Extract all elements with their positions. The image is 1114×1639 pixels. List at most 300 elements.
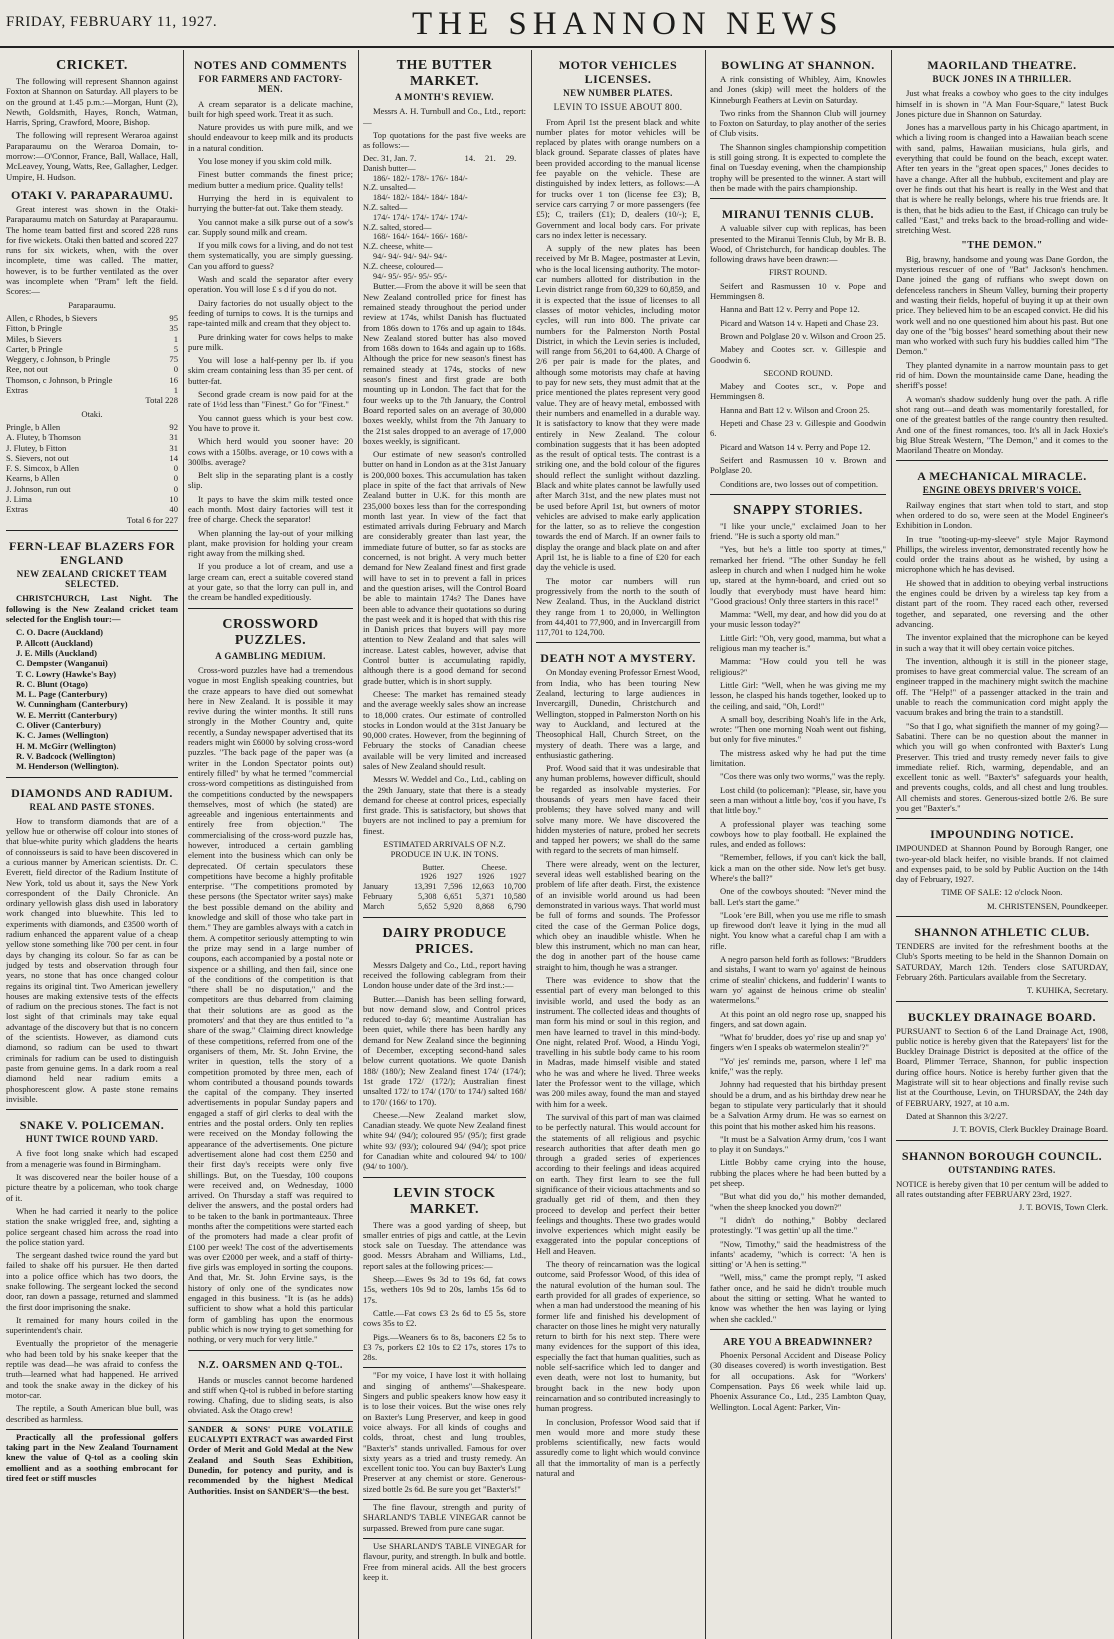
table-year-header: 1926 [477, 872, 495, 882]
article-paragraph: Two rinks from the Shannon Club will journey to Foxton on Saturday, to play another of the series of Club visits. [710, 107, 886, 139]
player-name: H. M. McGirr (Wellington) [16, 740, 116, 751]
table-cell: February [363, 892, 393, 902]
notice-text: NOTICE is hereby given that 10 per centum will be added to all rates outstanding after FEBRUARY 23rd, 1927. [896, 1178, 1108, 1200]
article-paragraph: You lose money if you skim cold milk. [198, 156, 332, 167]
draw-entry: Mabey and Cootes scr. v. Gillespie and Goodwin 6. [710, 344, 886, 365]
notice-headline: SHANNON ATHLETIC CLUB. [914, 925, 1090, 940]
article-paragraph: There was a good yarding of sheep, but smaller entries of pigs and cattle, at the Levin stock sale on Tuesday. The attendance was good. Messrs Abraham and Williams, Ltd., report sales at the following prices:— [363, 1219, 526, 1271]
draw-entry: Picard and Watson 14 v. Perry and Pope 12. [720, 441, 871, 452]
article-paragraph: In conclusion, Professor Wood said that if men would more and more study these problems scientifically, new facts would assuredly come to light which would convince all that the immortality of man is a perfectly natural and [536, 1416, 700, 1478]
article-paragraph: "Yo' jes' reminds me, parson, where I lef' ma knife," was the reply. [710, 1055, 886, 1077]
article-paragraph: Little Girl: "Well, when he was giving me my lesson, he clasped his hands together, looked up to the ceiling, and said, "Oh, Lord!" [710, 679, 886, 711]
article-paragraph: Great interest was shown in the Otaki-Paraparaumu match on Saturday at Paraparaumu. The home team batted first and scored 228 runs for five wickets. Otaki then batted and scored 227 runs for six wickets, when, with the over incomplete, time was called. The matter, however, is to be further ventilated as the over was incomplete when "Pram" left the field. Scores:— [6, 203, 178, 297]
snappy-article [710, 521, 886, 1324]
batsman-name: Pringle, b Allen [6, 421, 61, 432]
score-row [6, 313, 178, 323]
table-group-header: Butter. [422, 862, 445, 872]
column-rule [358, 50, 359, 1639]
article-paragraph: A five foot long snake which had escaped from a menagerie was found in Birmingham. [6, 1148, 178, 1169]
player-name: C. O. Dacre (Auckland) [16, 627, 103, 638]
article-paragraph: Messrs A. H. Turnbull and Co., Ltd., report:— [363, 106, 526, 127]
score-row [6, 473, 178, 483]
article-headline: "THE DEMON." [961, 240, 1043, 252]
article-paragraph: Which herd would you sooner have: 20 cows with a 150lbs. average, or 10 cows with a 300lbs. average? [188, 436, 353, 467]
notes-list [188, 99, 353, 603]
table-row [363, 892, 526, 902]
notice-signature: J. T. BOVIS, Clerk Buckley Drainage Board. [952, 1124, 1108, 1135]
notice-text: Dated at Shannon this 3/2/27. [906, 1110, 1008, 1121]
quotation-line: N.Z. cheese, coloured— [363, 261, 443, 271]
quotation-line: N.Z. salted— [363, 202, 408, 212]
article-headline: DIAMONDS AND RADIUM. [11, 785, 173, 800]
article-subheadline: LEVIN TO ISSUE ABOUT 800. [553, 102, 683, 113]
table-cell: March [363, 901, 385, 911]
article-paragraph: The following will represent Shannon against Foxton at Shannon on Saturday. All players to be on the ground at 1.45 p.m.:—Morgan, Hunt (2), Newth, Goldsmith, Hayes, Ronch, Watman, Harris, Spring, Crawford, Moore, Bishop. [6, 76, 178, 128]
quotation-line: N.Z. salted, stored— [363, 222, 432, 232]
article-headline: A MECHANICAL MIRACLE. [917, 469, 1087, 484]
scorecard-otaki [6, 422, 178, 515]
article-paragraph: A rink consisting of Whibley, Aim, Knowles and Jones (skip) will meet the holders of the Kinneburgh Feathers at Levin on Saturday. [710, 74, 886, 105]
player-name: T. C. Lowry (Hawke's Bay) [16, 668, 117, 679]
table-title: ESTIMATED ARRIVALS OF N.Z. PRODUCE IN U.K. IN TONS. [383, 839, 506, 860]
quotation-list [363, 164, 526, 282]
article-paragraph: Eventually the proprietor of the menagerie who had been told by his snake keeper that the reptile was dead—he was afraid to confess the truth—learned what had happened. He arrived and took the snake away in the dickey of his motor-car. [6, 1338, 178, 1400]
table-year-header [363, 872, 405, 882]
quotation-line: 168/- 164/- 164/- 166/- 168/- [373, 232, 468, 242]
article-paragraph: Mamma: "Well, my dear, and how did you do at your music lesson today?" [710, 609, 886, 630]
table-group-header: Cheese. [481, 862, 508, 872]
runs-scored: 35 [169, 323, 178, 334]
runs-scored: 1 [173, 385, 178, 396]
article-paragraph: Little Bobby came crying into the house, rubbing the places where he had been butted by a pet sheep. [710, 1157, 886, 1189]
article-paragraph: "Cos there was only two worms," was the reply. [720, 771, 885, 782]
article-paragraph: When he had carried it nearly to the police station the snake wriggled free, and, sighting a police sergeant chased him across the road into the police station yard. [6, 1205, 178, 1247]
table-year-header: 1926 [420, 872, 437, 882]
runs-scored: 31 [169, 442, 178, 453]
scorecard-total: Total 228 [145, 395, 178, 406]
article-paragraph: Finest butter commands the finest price; medium butter a medium price. Quality tells! [188, 169, 353, 190]
article-paragraph: Hurrying the herd in is equivalent to hurrying the butter-fat out. Take them steady. [188, 192, 353, 214]
column-1 [6, 52, 178, 1639]
article-subheadline: HUNT TWICE ROUND YARD. [25, 1134, 159, 1145]
batsman-name: Fitton, b Pringle [6, 323, 63, 334]
article-headline: THE BUTTER MARKET. [396, 58, 493, 89]
score-row [6, 504, 178, 514]
article-paragraph: A negro parson held forth as follows: "Brudders and sistahs, I want to warn yo' against de heinous crime of stealin' chickens, and fudderin' I wants to warn yo' against de heinous crime ob stealin' watermelons." [710, 954, 886, 1006]
advertisement: Use SHARLAND'S TABLE VINEGAR for flavour, purity, and strength. In bulk and bottle. Free from mineral acids. All the best grocers keep it. [363, 1540, 526, 1582]
article-paragraph: "Now, Timothy," said the headmistress of the infants' academy, "which is correct: 'A hen is sitting' or 'A hen is setting.'" [710, 1238, 886, 1270]
article-headline: CRICKET. [56, 58, 128, 73]
article-paragraph: It pays to have the skim milk tested once each month. Most dairy factories will test it free of charge. Check the separator! [188, 493, 353, 525]
article-paragraph: Cheese.—New Zealand market slow, Canadian steady. We quote New Zealand finest white 94/ (94/); coloured 95/ (95/); first grade white 93/ (93/); coloured 94/ (94/); spot price for Canadian white and coloured 94/ to 100/ (94/ to 100/). [363, 1109, 526, 1172]
motor-article [536, 117, 700, 638]
article-paragraph: The following will represent Weraroa against Paraparaumu on the Weraroa Domain, to-morrow:—O'Connor, France, Ball, Wallace, Hall, McLeavey, Young, Watts, Ree, Gallagher, Ledger. Umpire, H. Hudson. [6, 130, 178, 182]
column-5 [710, 52, 886, 1639]
article-paragraph: They planted dynamite in a narrow mountain pass to get rid of him. Down the mountainside came Dane, heading the sheriff's posse! [896, 359, 1108, 391]
player-name: C. Oliver (Canterbury) [16, 720, 102, 731]
article-paragraph: One of the cowboys shouted: "Never mind the ball. Let's start the game." [710, 886, 886, 907]
article-paragraph: Cattle.—Fat cows £3 2s 6d to £5 5s, store cows 35s to £2. [363, 1307, 526, 1329]
score-row [6, 323, 178, 333]
player-name: C. Dempster (Wanganui) [16, 658, 108, 669]
draw-entry: Seifert and Rasmussen 10 v. Brown and Polglase 20. [710, 454, 886, 476]
score-row [6, 354, 178, 364]
batsman-name: A. Flutey, b Thomson [6, 432, 81, 443]
quotation-date: Dec. 31, Jan. 7. [363, 153, 417, 164]
draw-entry: Mabey and Cootes scr., v. Pope and Hemmingsen 8. [710, 381, 886, 402]
article-paragraph: "Well, miss," came the prompt reply, "I asked father once, and he said he didn't trouble much about the sitting or setting. What he wanted to know was whether the hen was laying or lying when she cackled." [710, 1272, 886, 1324]
article-paragraph: It was discovered near the boiler house of a picture theatre by a policeman, who took charge of it. [6, 1172, 178, 1203]
table-cell: 12,663 [471, 882, 495, 892]
article-paragraph: Prof. Wood said that it was undesirable that any human problems, however difficult, should be regarded as insolvable mysteries. For thousands of years men have faced their problems; they have solved many and will solve many more. We have discovered the hidden mysteries of nature, probed her secrets and tapped her powers; we shall do the same with regard to the secrets of man himself. [536, 763, 700, 856]
article-paragraph: There were already, went on the lecturer, several ideas well established bearing on the problem of life after death. First, the existence of an invisible world around us had been demonstrated in various ways. That world must be full of forms and sounds. The Professor cited the case of the German Police dogs, which obey an inaudible whistle. When he blew this instrument, which no man can hear, the dog in another part of the house came straight to him, though he was a stranger. [536, 858, 700, 972]
advertisement: Practically all the professional golfers taking part in the New Zealand Tournament knew the value of Q-tol as a cooling skin emollient and as a soothing embrocant for tired feet or stiff muscles [6, 1431, 178, 1484]
article-paragraph: Cheese: The market has remained steady and the average weekly sales show an increase to 18,000 crates. Our estimate of controlled stocks in London would at the 31st January be 90,000 crates. However, from the beginning of February the stocks of Canadian cheese available will be very limited and increased sales of New Zealand should result. [363, 688, 526, 771]
article-paragraph: A cream separator is a delicate machine, built for high speed work. Treat it as such. [188, 98, 353, 119]
article-paragraph: "What fo' brudder, does yo' rise up and snap yo' fingers w'en I speaks ob watermelon stealin'?" [710, 1032, 886, 1053]
article-headline: CROSSWORD PUZZLES. [222, 616, 319, 648]
article-headline: DAIRY PRODUCE PRICES. [382, 925, 507, 957]
column-4 [536, 52, 700, 1639]
article-paragraph: Big, brawny, handsome and young was Dane Gordon, the mysterious rescuer of one of "Bat" Jackson's henchmen. Dane joined the gang of ruffians who swept down on defenceless ranchers in Sheum Valley, burning their property and wasting their fields, hopeful of buying it up at their own price. They believed him to be an escaped convict. He did his work well and no one questioned him about his past. But one day one of the "big bosses" heard something about their new man who worked with such fury his buddies called him "The Demon." [896, 253, 1108, 357]
notice-subheadline: OUTSTANDING RATES. [948, 1164, 1056, 1175]
advertisement: SANDER & SONS' PURE VOLATILE EUCALYPTI EXTRACT was awarded First Order of Merit and Gold Medal at the New Zealand and South Seas Exhibition, Dunedin, for potency and purity, and is recommended by the highest Medical Authorities. Insist on SANDER'S—the best. [188, 1423, 353, 1496]
notice-headline: IMPOUNDING NOTICE. [930, 827, 1074, 842]
table-cell: 10,580 [503, 892, 526, 902]
article-paragraph: Mamma: "How could you tell he was religious?" [710, 656, 886, 677]
article-headline: SNAKE V. POLICEMAN. [19, 1118, 165, 1133]
draw-entry: Seifert and Rasmussen 10 v. Pope and Hemmingsen 8. [710, 280, 886, 302]
article-paragraph: You cannot guess which is your best cow. You have to prove it. [188, 412, 353, 433]
batsman-name: Weggery, c Johnson, b Pringle [6, 354, 111, 365]
article-paragraph: Belt slip in the separating plant is a costly slip. [188, 470, 353, 491]
article-paragraph: "So that I go, what signifieth the manner of my going?—Sabatini. There can be no question about the manner in which you will go when confronted with Baxter's Lung Preserver. This tried and trusty remedy never fails to give immediate relief. Rich, warming, dependable, and an excellent tonic as well. "Baxter's" safeguards your health, and prevents coughs, colds, and all chest and lung troubles. All chemists and stores. Generous-sized bottle 2/6. Be sure you get "Baxter's." [896, 720, 1108, 813]
column-2 [188, 52, 353, 1639]
notice-headline: BUCKLEY DRAINAGE BOARD. [907, 1009, 1097, 1024]
article-paragraph: The motor car numbers will run progressively from the north to the south of New Zealand. Thus, in the Auckland district they range from 1 to 20,000, in Wellington from 44,401 to 77,900, and in Invercargill from 117,701 to 124,700. [536, 575, 700, 638]
notice-headline: SHANNON BOROUGH COUNCIL. [901, 1148, 1103, 1163]
article-paragraph: "Look 'ere Bill, when you use me rifle to smash up firewood don't leave it lying in the mud all night. You know what a careful chap I am with a rifle. [710, 909, 886, 951]
player-name: R. V. Badcock (Wellington) [16, 750, 116, 761]
levin-article [363, 1220, 526, 1363]
article-paragraph: He showed that in addition to obeying verbal instructions the engines could be driven by a wireless tap key from a distant part of the room. They raced each other, reversed together, and separated, one reversing and the other advancing. [896, 577, 1108, 629]
article-paragraph: When planning the lay-out of your milking plant, make provision for holding your cream right away from the milking shed. [188, 527, 353, 559]
score-row [6, 443, 178, 453]
quotation-line: N.Z. cheese, white— [363, 242, 433, 252]
article-headline: OTAKI V. PARAPARAUMU. [10, 187, 174, 202]
article-paragraph: The reptile, a South American blue bull, was described as harmless. [6, 1403, 178, 1424]
quotation-date: 14. [464, 153, 476, 164]
batsman-name: Extras [6, 504, 28, 515]
notice-text: IMPOUNDED at Shannon Pound by Borough Ranger, one two-year-old black heifer, no visible brands. If not claimed and expenses paid, to be sold by Public Auction on the 14th day of February, 1927. [896, 843, 1108, 885]
runs-scored: 31 [169, 432, 178, 443]
article-paragraph: Lost child (to policeman): "Please, sir, have you seen a man without a little boy, 'cos if you have, I's that little boy." [710, 784, 886, 816]
notice-signature: T. KUHIKA, Secretary. [1026, 985, 1108, 996]
article-paragraph: A small boy, describing Noah's life in the Ark, wrote: "Then one morning Noah went out fishing, but only for five minutes." [710, 713, 886, 745]
draw-entry: Picard and Watson 14 v. Hapeti and Chase 23. [720, 317, 879, 328]
quotation-date: 29. [505, 153, 517, 164]
article-paragraph: The inventor explained that the microphone can be keyed in such a way that it will obey certain voice pitches. [896, 632, 1108, 653]
runs-scored: 0 [173, 364, 178, 375]
batsman-name: J. Johnson, run out [6, 483, 71, 494]
runs-scored: 75 [169, 354, 178, 365]
column-6 [896, 52, 1108, 1639]
article-headline: BOWLING AT SHANNON. [721, 58, 875, 72]
article-paragraph: At this point an old negro rose up, snapped his fingers, and sat down again. [710, 1008, 886, 1029]
article-paragraph: "Yes, but he's a little too sporty at times," remarked her friend. "The other Sunday he fell asleep in church and when I nudged him he woke up, stared at the hymn-board, and cried out so loudly that everybody must have heard him: "Good gracious! Only three starters in this race!" [710, 544, 886, 606]
quotation-header [363, 153, 526, 163]
article-paragraph: If you produce a lot of cream, and use a large cream can, erect a suitable covered stand at your gate, so that the lorry can pull in, and the cream be handled expeditiously. [188, 561, 353, 603]
team-name: Paraparaumu. [68, 299, 116, 310]
scorecard-total: Total 6 for 227 [126, 514, 178, 525]
column-rule [705, 50, 706, 1639]
death-article [536, 667, 700, 1478]
round-draw [710, 381, 886, 489]
draw-entry: Hanna and Batt 12 v. Wilson and Croon 25. [720, 404, 870, 415]
article-subheadline: NEW ZEALAND CRICKET TEAM SELECTED. [16, 568, 168, 590]
article-paragraph: CHRISTCHURCH, Last Night. The following is the New Zealand cricket team selected for the English tour:— [6, 593, 178, 625]
team-name: Otaki. [81, 408, 103, 419]
quotation-line: 186/- 182/- 178/- 176/- 184/- [373, 173, 468, 183]
crossword-article [188, 665, 353, 1345]
article-subheadline: ENGINE OBEYS DRIVER'S VOICE. [922, 485, 1082, 496]
article-headline: MIRANUI TENNIS CLUB. [721, 207, 875, 222]
table-cell: January [363, 882, 389, 892]
score-row [6, 344, 178, 354]
draw-entry: Conditions are, two losses out of competition. [720, 478, 879, 489]
article-headline: SNAPPY STORIES. [733, 502, 863, 518]
article-paragraph: A professional player was teaching some cowboys how to play football. He explained the rules, and ended as follows: [710, 818, 886, 850]
article-paragraph: "But what did you do," his mother demanded, "when the sheep knocked you down?" [710, 1191, 886, 1212]
article-paragraph: Dairy factories do not usually object to the feeding of turnips to cows. It is the turnips and rape-tainted milk and cream that they object to. [188, 297, 353, 329]
player-list [6, 627, 178, 771]
article-paragraph: The Shannon singles championship competition is still going strong. It is expected to complete the final on Tuesday evening, when the championship trophy will be presented to the winner. A start will then be made with the pairs championship. [710, 141, 886, 193]
column-rule [891, 50, 892, 1639]
table-cell: 8,868 [475, 901, 495, 911]
draw-entry: Hanna and Batt 12 v. Perry and Pope 12. [720, 304, 860, 315]
table-cell: 7,596 [444, 882, 463, 892]
table-year-header: 1927 [446, 872, 463, 882]
table-year-header: 1927 [509, 872, 526, 882]
article-subheadline: FOR FARMERS AND FACTORY-MEN. [198, 74, 343, 95]
notice-text: PURSUANT to Section 6 of the Land Drainage Act, 1908, public notice is hereby given that the Ratepayers' list for the Buckley Drainage District is deposited at the office of the Board, Plimmer Terrace, Shannon, for public inspection during office hours. Notice is hereby further given that the Magistrate will sit to hear objections and finally revise such list at the Courthouse, Levin, on THURSDAY, the 24th day of FEBRUARY, 1927, at 10 a.m. [896, 1025, 1108, 1108]
article-subheadline: BUCK JONES IN A THRILLER. [932, 74, 1072, 84]
article-paragraph: Butter.—From the above it will be seen that New Zealand controlled price for finest has remained steady throughout the period under review at 174s, whilst Danish has fluctuated from 186s down to 176s and up again to 184s. New Zealand stored butter has also moved from 168s down to 164s and again up to 168s. Although the price for new season's finest has remained steady at 174s, stocks of new season's finest and first grade are both mounting up in London. The fact that for the four weeks up to the 7th January, the Control Board reported sales on an average of 30,000 boxes weekly, whilst from the 7th January to the 21st sales dropped to an average of 17,000 boxes weekly, is significant. [363, 281, 526, 446]
runs-scored: 14 [169, 452, 178, 463]
score-row [6, 432, 178, 442]
article-paragraph: In true "tooting-up-my-sleeve" style Major Raymond Phillips, the wireless inventor, demonstrated recently how he could order the trains about as he wished, by using a microphone which he has devised. [896, 533, 1108, 575]
article-paragraph: If you milk cows for a living, and do not test them systematically, you are simply guessing. Can you afford to guess? [188, 240, 353, 271]
player-name: J. E. Mills (Auckland) [16, 647, 97, 658]
article-paragraph: Wash and scald the separator after every operation. You will lose £ s d if you do not. [188, 274, 353, 295]
table-cell: 13,391 [413, 882, 437, 892]
score-row [6, 364, 178, 374]
article-paragraph: Sheep.—Ewes 9s 3d to 19s 6d, fat cows 15s, wethers 10s 9d to 20s, lambs 15s 6d to 17s. [363, 1274, 526, 1305]
article-paragraph: Railway engines that start when told to start, and stop when ordered to do so, were seen at the Model Engineer's Exhibition in London. [896, 499, 1108, 531]
player-name: W. Cunningham (Canterbury) [16, 699, 128, 710]
article-subheadline: A MONTH'S REVIEW. [395, 92, 494, 102]
article-paragraph: "It must be a Salvation Army drum, 'cos I want to play it on Sundays." [710, 1133, 886, 1155]
article-paragraph: From April 1st the present black and white number plates for motor vehicles will be replaced by plates with orange numbers on a black ground. Separate classes of plates have been provided according to the manual license fee payable on the vehicle. These are distinguished by index letters, as follows:—A for trucks over 1 ton (license fee £3); B, service cars carrying 7 or more passengers (fee £5); C, trailers (£1); D, dealers (10/-); E, Government and local body cars. For private cars no index letter is necessary. [536, 116, 700, 240]
player-name: K. C. James (Wellington) [16, 730, 109, 741]
article-paragraph: You cannot make a silk purse out of a sow's car. Supply sound milk and cream. [188, 216, 353, 237]
article-paragraph: Top quotations for the past five weeks are as follows:— [363, 129, 526, 151]
table-cell: 6,651 [444, 892, 463, 902]
runs-scored: 5 [173, 343, 178, 354]
article-paragraph: The theory of reincarnation was the logical outcome, said Professor Wood, of this idea of the natural evolution of the human soul. The earth provided for all grades of experience, so when a man had understood the meaning of his former life and finished his development of character on those lines he might very naturally return to birth for his next step. There were many evidences for the support of this idea, especially the fact that human qualities, such as noble self-sacrifice which led to danger and even death, were not lost to humanity, but brought back in the new body upon reincarnation and so contributed increasingly to human progress. [536, 1259, 700, 1414]
player-name: P. Allcott (Auckland) [16, 637, 93, 648]
player-name: M. Henderson (Wellington). [16, 761, 119, 772]
dairy-article [363, 960, 526, 1172]
article-headline: ARE YOU A BREADWINNER? [723, 1336, 873, 1348]
batsman-name: Miles, b Sievers [6, 333, 62, 344]
maoriland-article [896, 88, 1108, 235]
advertisement: Phoenix Personal Accident and Disease Policy (30 diseases covered) is worth investigation. Best for all occupations. Ask for "Workers' Compensation. Pays £6 week while laid up. Phoenix Assurance Co., Ltd., 235 Lambton Quay, Wellington. Local Agent: Parker, Vin- [710, 1350, 886, 1412]
article-paragraph: The mistress asked why he had put the time limitation. [710, 747, 886, 769]
article-headline: NOTES AND COMMENTS [193, 58, 348, 72]
article-paragraph: Hands or muscles cannot become hardened and stiff when Q-tol is rubbed in before starting rowing. Chafing, due to sliding seats, is also obviated. Ask the Otago crew! [188, 1374, 353, 1416]
quotation-line: N.Z. unsalted— [363, 183, 416, 193]
column-rule [183, 50, 184, 1639]
score-row [6, 334, 178, 344]
article-paragraph: Second grade cream is now paid for at the rate of 1½d less than "Finest." Go for "Finest." [188, 389, 353, 410]
masthead [0, 0, 1114, 48]
article-paragraph: Messrs W. Weddel and Co., Ltd., cabling on the 29th January, state that there is a steady demand for cheese at control prices, especially first grade. This is satisfactory, but shows that buyers are not inclined to pay a premium for finest. [363, 774, 526, 836]
table-row [363, 902, 526, 912]
runs-scored: 0 [173, 473, 178, 484]
table-cell: 10,700 [503, 882, 526, 892]
scorecard-paraparaumu [6, 313, 178, 395]
article-headline: N.Z. OARSMEN AND Q-TOL. [198, 1359, 343, 1371]
quotation-line: 94/- 95/- 95/- 95/- 95/- [373, 271, 448, 281]
article-paragraph: Cross-word puzzles have had a tremendous vogue in most English speaking countries, but the craze appears to have died out somewhat here in New Zealand. It is possible it may revive during the winter months. It still runs strongly in the Mother Country and, quite recently, a Sunday newspaper advertised that its readers might win £6000 by solving cross-word puzzles. "The back page of the paper was (a writer in the London Spectator points out) entirely filled" by what he termed "commercial cross-word competitions as distinguished from the competitions conducted by the newspapers themselves, most of which (he stated) are agreeable and ingenious entertainments and entirely free from objection." The commercialising of the cross-word puzzle has, however, introduced a certain gambling element into the business which can only be deprecated. Of certain speculators these competitions have become a highly profitable enterprise. "The competitions promoted by these persons (the Spectator writer says) make the best possible demand on the ability and knowledge and skill of those who take part in them." They are gambles always with a catch in them. A competitor seriously attempting to win the prize may send in a large number of coupons, each accompanied by a postal note or sixpence or a shilling, and then fail, since one of the conditions of the competition is that "there shall be no disputation," and the competitors are thus debarred from claiming that their solutions are as good as the promoters' and that they are thus entitled to "a share of the swag." Claiming direct knowledge of these competitions, referred from one of the organisers of them, Mr. St. John Ervine, the writer in question, tells the story of a competition promoted by three men, each of whom contributed a thousand pounds towards the capital of the company. They inserted advertisements in popular Sunday papers and engaged a staff of girl clerks to deal with the entries and the postal orders. Only ten replies were received on the Monday following the appearance of the advertisements. One picture advertisement alone had cost them £250 and their first day's receipts were only five shillings. But, on the Tuesday, 100 coupons were received and, on Wednesday, 1000 arrived. On Thursday a staff was required to deliver the answers, and the postal orders had to be taken to the bank in portmanteaux. Three months after the competitions were started each of the promoters had made a clear profit of £100 per week! The cost of the advertisements was over £2000 per week, and a staff of thirty-five girls was employed in sorting the coupons. And that, Mr. St. John Ervine says, is the history of only one of the syndicates now engaged in this business. "It is (as he adds) sufficient to show what a hold this particular form of gambling has upon the enormous public which is now trying to get something for nothing, or very much for very little." [188, 664, 353, 1345]
article-paragraph: Pigs.—Weaners 6s to 8s, baconers £2 5s to £3 7s, porkers £2 10s to £2 17s, stores 17s to 28s. [363, 1331, 526, 1363]
article-paragraph: Our estimate of new season's controlled butter on hand in London as at the 31st January is 200,000 boxes. This accumulation has taken place in spite of the fact that arrivals of New Zealand butter in U.K. for this month are 235,000 boxes less than for the corresponding month last year. In view of the fact that estimated arrivals during February and March are considerably greater than last year, the immediate future of butter, so far as stocks are concerned, is not bright. A very much better demand for New Zealand finest and first grade will have to set in to prevent a fall in prices and the question arises, will the Control Board be able to maintain 174s? The Danes have been able to advance their quotations so during the past week and it is hoped that with this rise in Danish prices that buyers will pay more attention to New Zealand and that sales will increase. Latest cables, however, advise that Control butter is accumulating rapidly, although there is a good demand for second grade butter, which is in short supply. [363, 449, 526, 686]
article-paragraph: Johnny had requested that his birthday present should be a drum, and as his birthday drew near he began to stipulate very particularly that it should be a Salvation Army drum. He was so earnest on this point that his mother asked him his reasons. [710, 1079, 886, 1131]
column-3 [363, 52, 526, 1639]
article-paragraph: "I like your uncle," exclaimed Joan to her friend. "He is such a sporty old man." [710, 520, 886, 542]
article-paragraph: The survival of this part of man was claimed to be perfectly natural. This would account for the statements of all religious and psychic research authorities that after death men go through a graded series of experiences according to their feelings and ideas acquired on earth. They first learn to see the full significance of their vicious attachments and so gradually get rid of them, and then they proceed to develop and perfect their better feelings and thoughts. These two grades would involve experiences which might easily be exaggerated into the popular conceptions of Hell and Heaven. [536, 1111, 700, 1256]
runs-scored: 95 [169, 312, 178, 323]
article-paragraph: Messrs Dalgety and Co., Ltd., report having received the following cablegram from their London house under date of the 3rd inst.:— [363, 959, 526, 991]
batsman-name: Allen, c Rhodes, b Sievers [6, 312, 98, 323]
batsman-name: Carter, b Pringle [6, 343, 63, 354]
batsman-name: Kearns, b Allen [6, 473, 60, 484]
quotation-line: 94/- 94/- 94/- 94/- 94/- [373, 251, 448, 261]
table-row [363, 882, 526, 892]
issue-date: FRIDAY, FEBRUARY 11, 1927. [6, 14, 218, 30]
runs-scored: 0 [173, 483, 178, 494]
runs-scored: 40 [169, 504, 178, 515]
article-paragraph: Jones has a marvellous party in his Chicago apartment, in which a living room is changed into a Hawaiian beach scene with sand, palms, Hawaiian musicians, hula girls, and everything that could be found on the beach, except water. After ten years in the "great open spaces," Jones decides to have a change. After all the hubbub, excitement and play are over he finds out that his heart is really in the West and that that is where he really belongs, where his true friends are. It is then, that he bids adieu to the East, if Chicago can truly be called "East," and treks back to the broad-rolling and wide-stretching West. [896, 122, 1108, 236]
advertisement: The fine flavour, strength and purity of SHARLAND'S TABLE VINEGAR cannot be surpassed. Brewed from pure cane sugar. [363, 1502, 526, 1533]
score-row [6, 453, 178, 463]
batsman-name: J. Flutey, b Fitton [6, 442, 67, 453]
batsman-name: S. Sievers, not out [6, 452, 69, 463]
table-cell: 6,790 [507, 901, 526, 911]
batsman-name: Extras [6, 385, 28, 396]
article-paragraph: Little Girl: "Oh, very good, mamma, but what a religious man my teacher is." [710, 632, 886, 654]
table-cell: 5,920 [444, 901, 463, 911]
runs-scored: 10 [169, 493, 178, 504]
player-name: M. L. Page (Canterbury) [16, 689, 108, 700]
quotation-line: 174/- 174/- 174/- 174/- 174/- [373, 212, 468, 222]
article-paragraph: The invention, although it is still in the pioneer stage, promises to have great commercial value. The scream of an engineer trapped in the machinery might switch the machine off. The "Help!" of a passenger attacked in the train and unable to reach the communication cord might apply the vacuum brakes and bring the train to a standstill. [896, 655, 1108, 718]
miracle-article [896, 500, 1108, 814]
player-name: R. C. Blunt (Otago) [16, 678, 88, 689]
score-row [6, 494, 178, 504]
score-row [6, 484, 178, 494]
draw-entry: Hepeti and Chase 23 v. Gillespie and Goodwin 6. [710, 418, 886, 439]
butter-article [363, 281, 526, 836]
player-name: W. E. Merritt (Canterbury) [16, 709, 118, 720]
article-paragraph: A supply of the new plates has been received by Mr B. Magee, postmaster at Levin, who is the local licensing authority. The motor-car numbers allotted for distribution in the Levin district range from 60,329 to 60,859, and it is expected that the issue of licenses to all classes of motor vehicles, including motor cycles, will run into 800. The private car numbers for the Palmerston North Postal District, in which the Levin series is included, will range from 56,201 to 64,400. A Charge of 2/6 per pair is made for the plates, and although some motorists may chafe at having to pay for new sets, they must admit that at the price mentioned the plates represent very good value. They are of heavy metal, embossed with their numbers and enamelled in a durable way. It is satisfactory to know that they were made entirely in New Zealand. The colour combination suggests that it has been adopted as the result of optical tests. The contrast is a striking one, and the bold colour of the figures should reflect the sunlight without dazzling. Black and white plates cannot be lawfully used after March 31st, and the new plates must not be used before April 1st, but owners of motor vehicles are advised to make early application for the latter, so as to relieve the congestion towards the end of March. If an owner fails to display the orange and black plate on and after April 1st, he is liable to a fine of £20 for each day the vehicle is used. [536, 243, 700, 573]
notice-text: TENDERS are invited for the refreshment booths at the Club's Sports meeting to be held in the Shannon Domain on SATURDAY, March 12th. Tenders close SATURDAY, February 26th. Particulars available from the Secretary. [896, 941, 1108, 982]
article-headline: LEVIN STOCK MARKET. [393, 1185, 496, 1217]
draw-entry: Brown and Polglase 20 v. Wilson and Croon 25. [720, 330, 886, 341]
article-paragraph: The sergeant dashed twice round the yard but failed to shake off his pursuer. He then darted into a police office which has two doors, the snake following. The sergeant locked the second door, ran down a passage, returned and slammed the first door imprisoning the snake. [6, 1250, 178, 1312]
article-headline: FERN-LEAF BLAZERS FOR ENGLAND [8, 538, 176, 567]
score-row [6, 385, 178, 395]
table-cell: 5,652 [418, 901, 437, 911]
table-cell: 5,371 [475, 892, 495, 902]
article-paragraph: How to transform diamonds that are of a yellow hue or otherwise off colour into stones of that blue-white purity which gladdens the hearts of connoisseurs is said to have been discovered in a curious manner by American scientists. Dr. C. Everett, field director of the Radium Institute of New York, told us about it, says the New York correspondent of the Daily Chronicle. An ordinary yellowish glass dish used in laboratory work changed into bluewhite. This led to experiments with diamonds, and £3500 worth of radium enhanced the apparent value of a cheap yellow stone something like 700 per cent. in four days by changing its colour. So far as can be judged by tests and observation through four years, no stone that has once changed colour regains its original tint. Two American jewellery houses are making extensive tests of the effects of radium on the precious stones. The fact is not lost sight of that criminals may take equal advantage of the discovery but that is no concern of the scientists. However, as diamond cuts diamond, so radium can be used to thwart criminals for radium can be used to distinguish paste from genuine gems. In a dark room a real diamond held near radium emits a phosphorescent glow. A paste stone remains invisible. [6, 815, 178, 1104]
article-paragraph: Pure drinking water for cows helps to make pure milk. [188, 331, 353, 352]
notice-text: TIME OF SALE: 12 o'clock Noon. [941, 887, 1063, 898]
article-paragraph: "I didn't do nothing," Bobby declared protestingly. "I was gettin' up all the time." [710, 1214, 886, 1236]
runs-scored: 92 [169, 421, 178, 432]
round-heading: FIRST ROUND. [768, 267, 828, 278]
article-subheadline: A GAMBLING MEDIUM. [215, 650, 326, 661]
arrivals-table [363, 863, 526, 912]
article-paragraph: On Monday evening Professor Ernest Wood, from India, who has been touring New Zealand, lecturing to large audiences in Invercargill, Dunedin, Christchurch and Wellington, stopped in Palmerston North on his way to Auckland, and lectured at the Theosophical Hall, Church Street, on the mystery of death. There was a large, and enthusiastic gathering. [536, 667, 700, 760]
article-headline: DEATH NOT A MYSTERY. [540, 651, 696, 666]
column-rule [531, 50, 532, 1639]
article-paragraph: A woman's shadow suddenly hung over the path. A rifle shot rang out—and death was momentarily forestalled, for one of the greatest battles of the range country then resulted. And one of the finest romances, too. It's all in Jack Hoxie's big Blue Streak Western, "The Demon," and it comes to the Maoriland Theatre on Monday. [896, 393, 1108, 456]
score-row [6, 375, 178, 385]
batsman-name: J. Lima [6, 493, 32, 504]
article-subheadline: REAL AND PASTE STONES. [29, 801, 155, 812]
table-cell: 5,308 [418, 892, 437, 902]
article-paragraph: Just what freaks a cowboy who goes to the city indulges himself in is shown in "A Man Four-Square," latest Buck Jones picture due in Shannon on Saturday. [896, 88, 1108, 119]
quotation-line: Danish butter— [363, 163, 416, 173]
article-paragraph: There was evidence to show that the essential part of every man belonged to this invisible world, and used the body as an instrument. The collected ideas and thoughts of man form his mind or soul in this region, and men have learned to travel in this mind-body. One night, related Prof. Wood, a Hindu Yogi, travelling in his subtle body came to his room in Madras, made himself visible and stated who he was and where he lived. Three weeks later the Professor went to the village, which was 200 miles away, found the man and stayed with him for a week. [536, 975, 700, 1109]
runs-scored: 1 [173, 333, 178, 344]
article-paragraph: "Remember, fellows, if you can't kick the ball, kick a man on the other side. Now let's get busy. Where's the ball?" [710, 852, 886, 883]
notice-signature: M. CHRISTENSEN, Poundkeeper. [986, 900, 1108, 911]
round-heading: SECOND ROUND. [763, 367, 833, 378]
newspaper-title: THE SHANNON NEWS [412, 6, 844, 42]
article-paragraph: Butter.—Danish has been selling forward, but now demand slow, and Control prices reduced to-day 6/; meantime Australian has been quiet, while there has been hardly any demand for New Zealand since the beginning of December, excepting second-hand sales below current quotations. We quote Danish 188/ (180/); New Zealand finest 174/ (174/); 1st grade 172/ (172/); Australian finest unsalted 172/ to 174/ (170/ to 174/) salted 168/ to 170/ (166/ to 170). [363, 993, 526, 1107]
article-paragraph: A valuable silver cup with replicas, has been presented to the Miranui Tennis Club, by Mr B. B. Wood, of Christchurch, for handicap doubles. The following draws have been drawn:— [710, 223, 886, 265]
batsman-name: F. S. Simcox, b Allen [6, 463, 80, 474]
article-headline: MAORILAND THEATRE. [927, 58, 1077, 72]
advertisement: "For my voice, I have lost it with hollaing and singing of anthems"—Shakespeare. Singers and public speakers know how easy it is to lose their voices. But the wise ones rely on Baxter's Lung Preserver, and keep in good voice always. For all kinds of coughs and colds, throat, chest and lung troubles, "Baxter's" stands unrivalled. Famous for over sixty years as a tried and trusty remedy. An excellent tonic too. You can buy Baxter's Lung Preserver at any chemist or store. Generous-sized bottle 2s 6d. Be sure you get "Baxter's!" [363, 1370, 526, 1494]
runs-scored: 16 [169, 374, 178, 385]
quotation-line: 184/- 182/- 184/- 184/- 184/- [373, 193, 468, 203]
runs-scored: 0 [173, 463, 178, 474]
batsman-name: Thomson, c Johnson, b Pringle [6, 374, 113, 385]
article-paragraph: Nature provides us with pure milk, and we should endeavour to keep milk and its products in a natural condition. [188, 122, 353, 153]
article-subheadline: NEW NUMBER PLATES. [563, 88, 673, 98]
article-paragraph: You will lose a half-penny per lb. if you skim cream containing less than 35 per cent. of butter-fat. [188, 355, 353, 386]
quotation-date: 21. [484, 153, 496, 164]
demon-article [896, 254, 1108, 456]
score-row [6, 422, 178, 432]
batsman-name: Ree, not out [6, 364, 48, 375]
notice-signature: J. T. BOVIS, Town Clerk. [1018, 1202, 1108, 1213]
round-draw [710, 281, 886, 365]
